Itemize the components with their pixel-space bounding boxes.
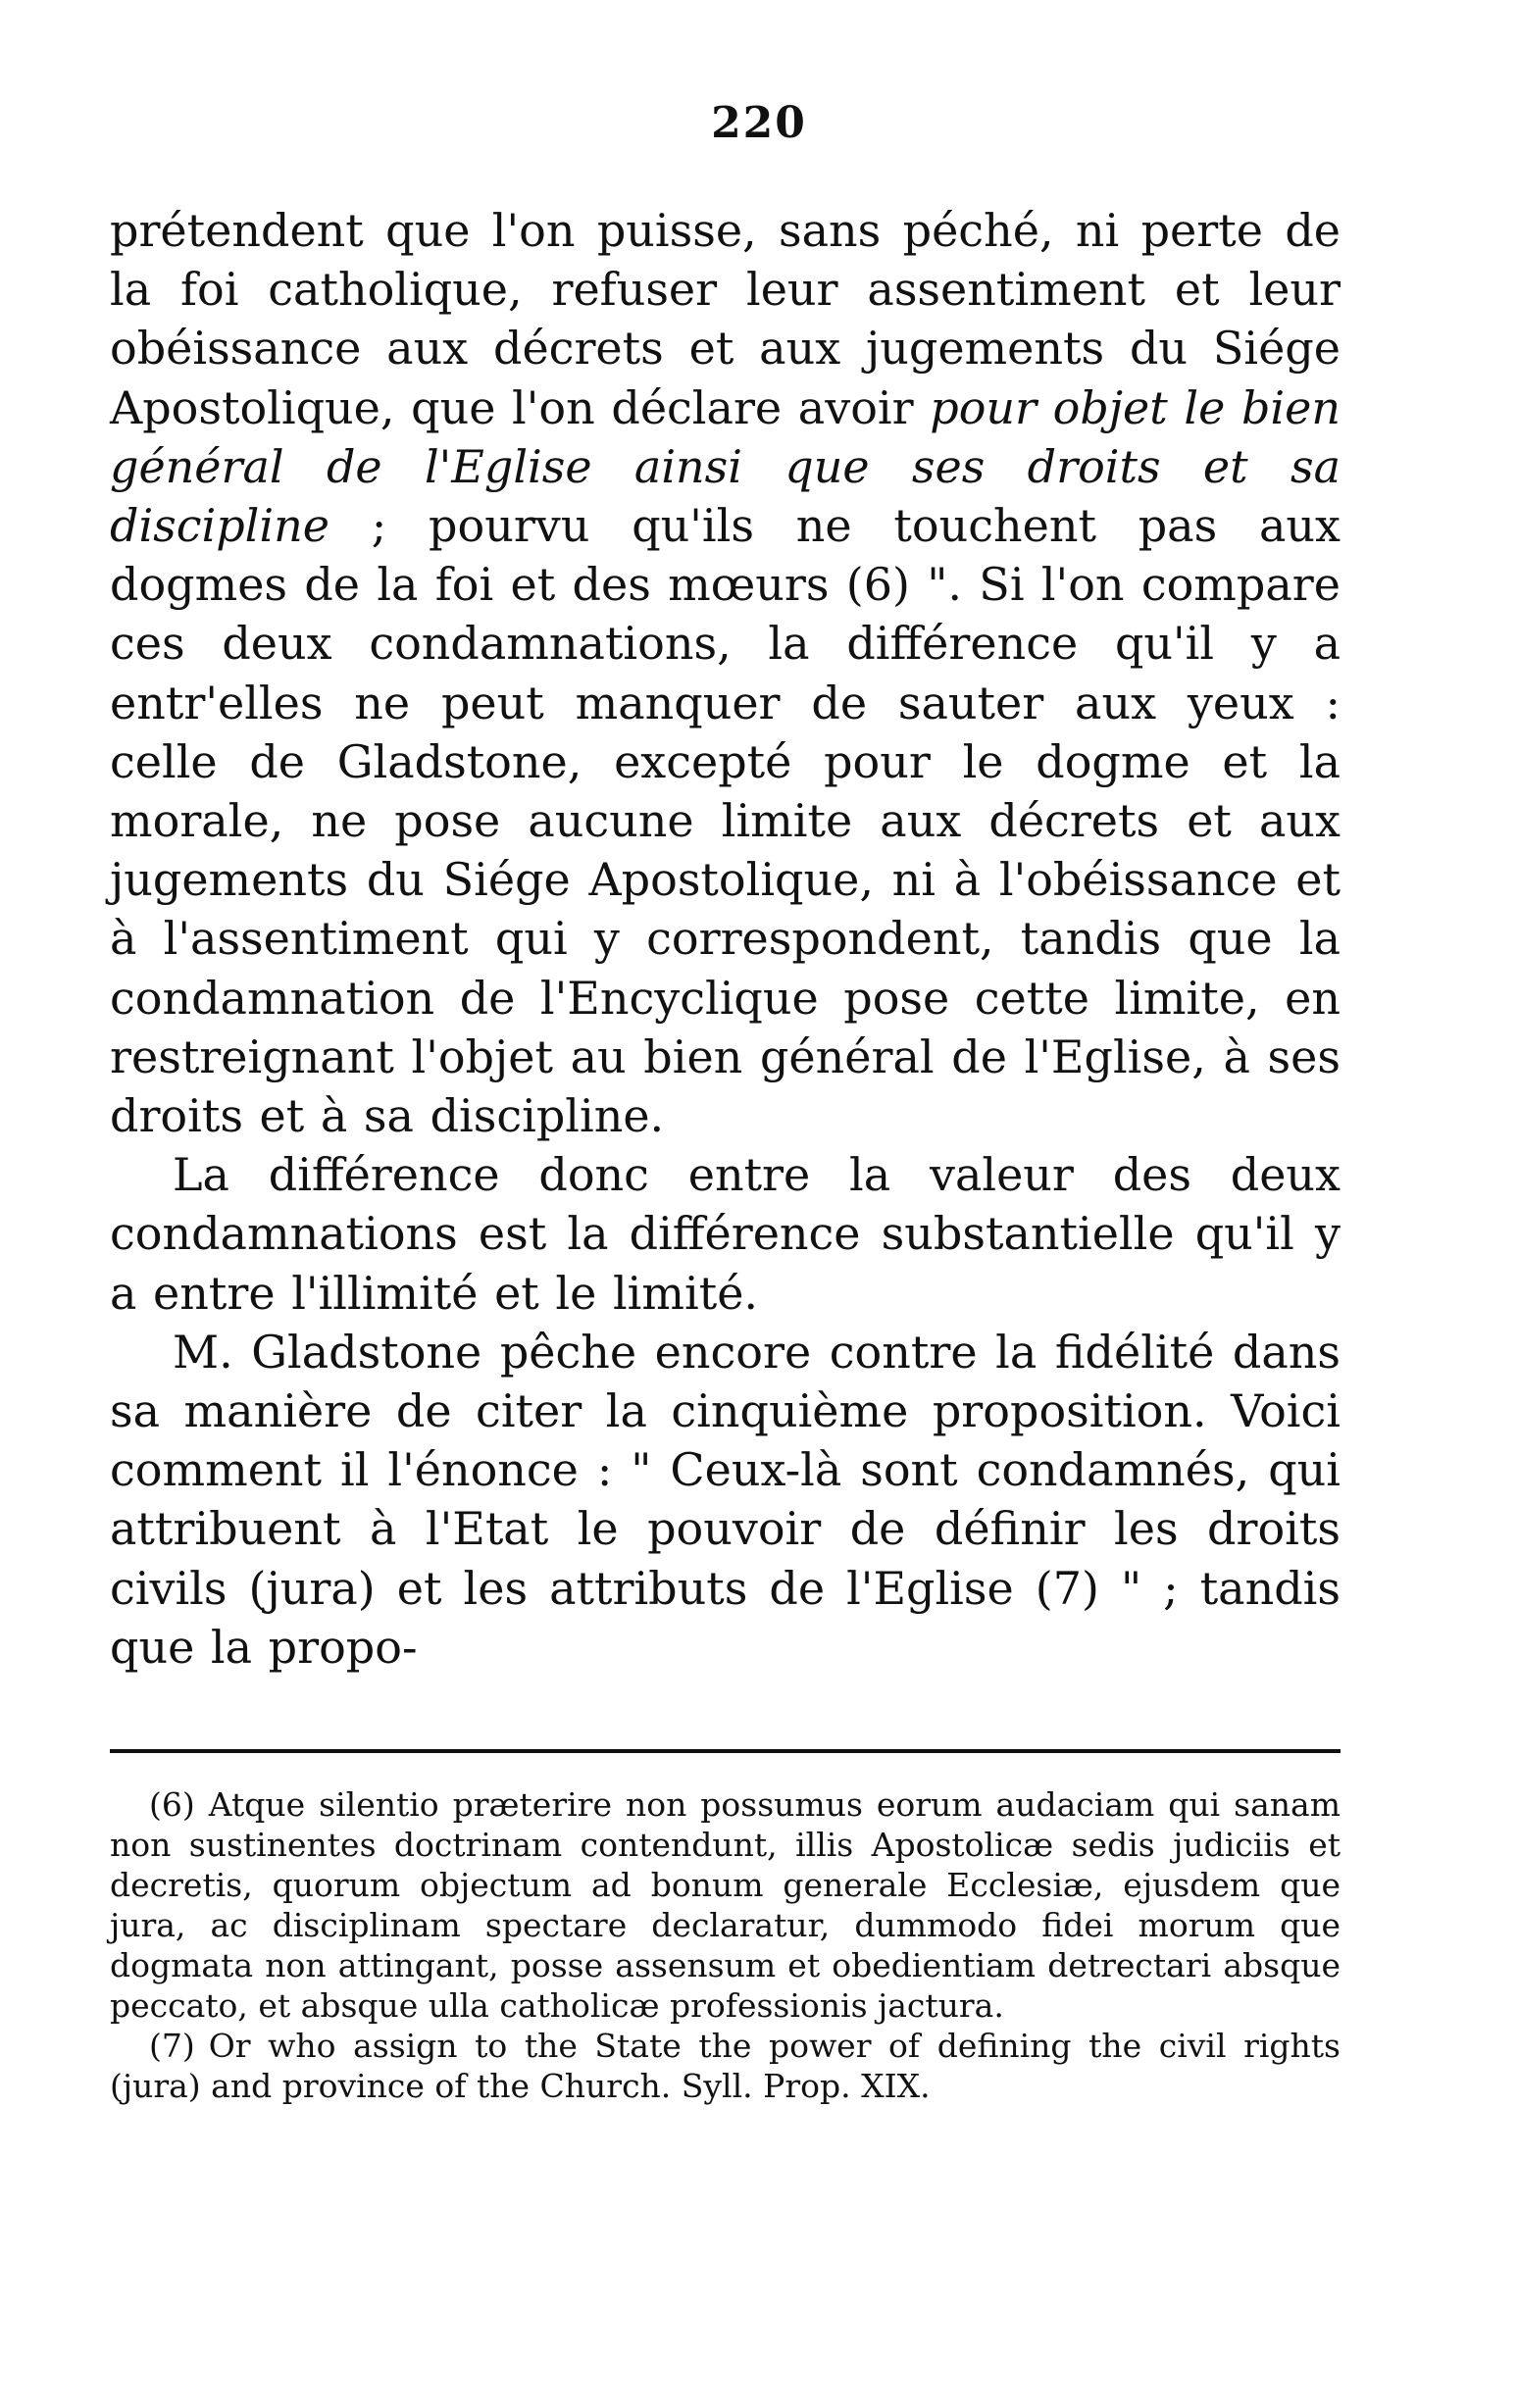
footnote-6-marker: (6) [149,1785,195,1824]
main-text [110,201,1341,1677]
footnote-7-marker: (7) [149,2027,195,2065]
footnote-6-text: Atque silentio præterire non possumus eorum audaciam qui sanam non sustinentes doctrinam contendunt, illis Apostolicæ sedis judiciis et decretis, quorum objectum ad bonum generale Ecclesiæ, ejusdem que jura, ac disciplinam spectare declaratur, dummodo fidei morum que dogmata non attingant, posse assensum et obedientiam detrectari absque peccato, et absque ulla catholicæ professionis jactura. [110,1785,1341,2025]
footnote-rule [110,1749,1341,1753]
paragraph-1-italic-quote: pour objet le bien général de l'Eglise ainsi que ses droits et sa discipline [110,380,1341,553]
paragraph-3: M. Gladstone pêche encore contre la fidélité dans sa manière de citer la cinquième proposition. Voici comment il l'énonce : " Ceux-là sont condamnés, qui attribuent à l'Etat le pouvoir de définir les droits civils (jura) et les attributs de l'Eglise (7) " ; tandis que la propo- [110,1325,1341,1674]
paragraph-1 [110,201,1341,1145]
paragraph-1-text-a: prétendent que l'on puisse, sans péché, ni perte de la foi catholique, refuser leur assentiment et leur obéissance aux décrets et aux jugements du Siége Apostolique, que l'on déclare avoir [110,204,1341,434]
footnotes [110,1784,1341,2106]
page-number: 220 [711,98,807,148]
paragraph-1-text-b: ; pourvu qu'ils ne touchent pas aux dogmes de la foi et des mœurs (6) ". Si l'on compare ces deux condamnations, la différence qu'il y a entr'elles ne peut manquer de sauter aux yeux : celle de Gladstone, excepté pour le dogme et la morale, ne pose aucune limite aux décrets et aux jugements du Siége Apostolique, ni à l'obéissance et à l'assentiment qui y correspondent, tandis que la condamnation de l'Encyclique pose cette limite, en restreignant l'objet au bien général de l'Eglise, à ses droits et à sa discipline. [110,499,1341,1143]
footnote-7 [110,2026,1341,2106]
footnote-6 [110,1784,1341,2026]
paragraph-2: La différence donc entre la valeur des deux condamnations est la différence substantielle qu'il y a entre l'illimité et le limité. [110,1148,1341,1320]
footnote-7-text: Or who assign to the State the power of defining the civil rights (jura) and province of the Church. Syll. Prop. XIX. [110,2027,1341,2105]
